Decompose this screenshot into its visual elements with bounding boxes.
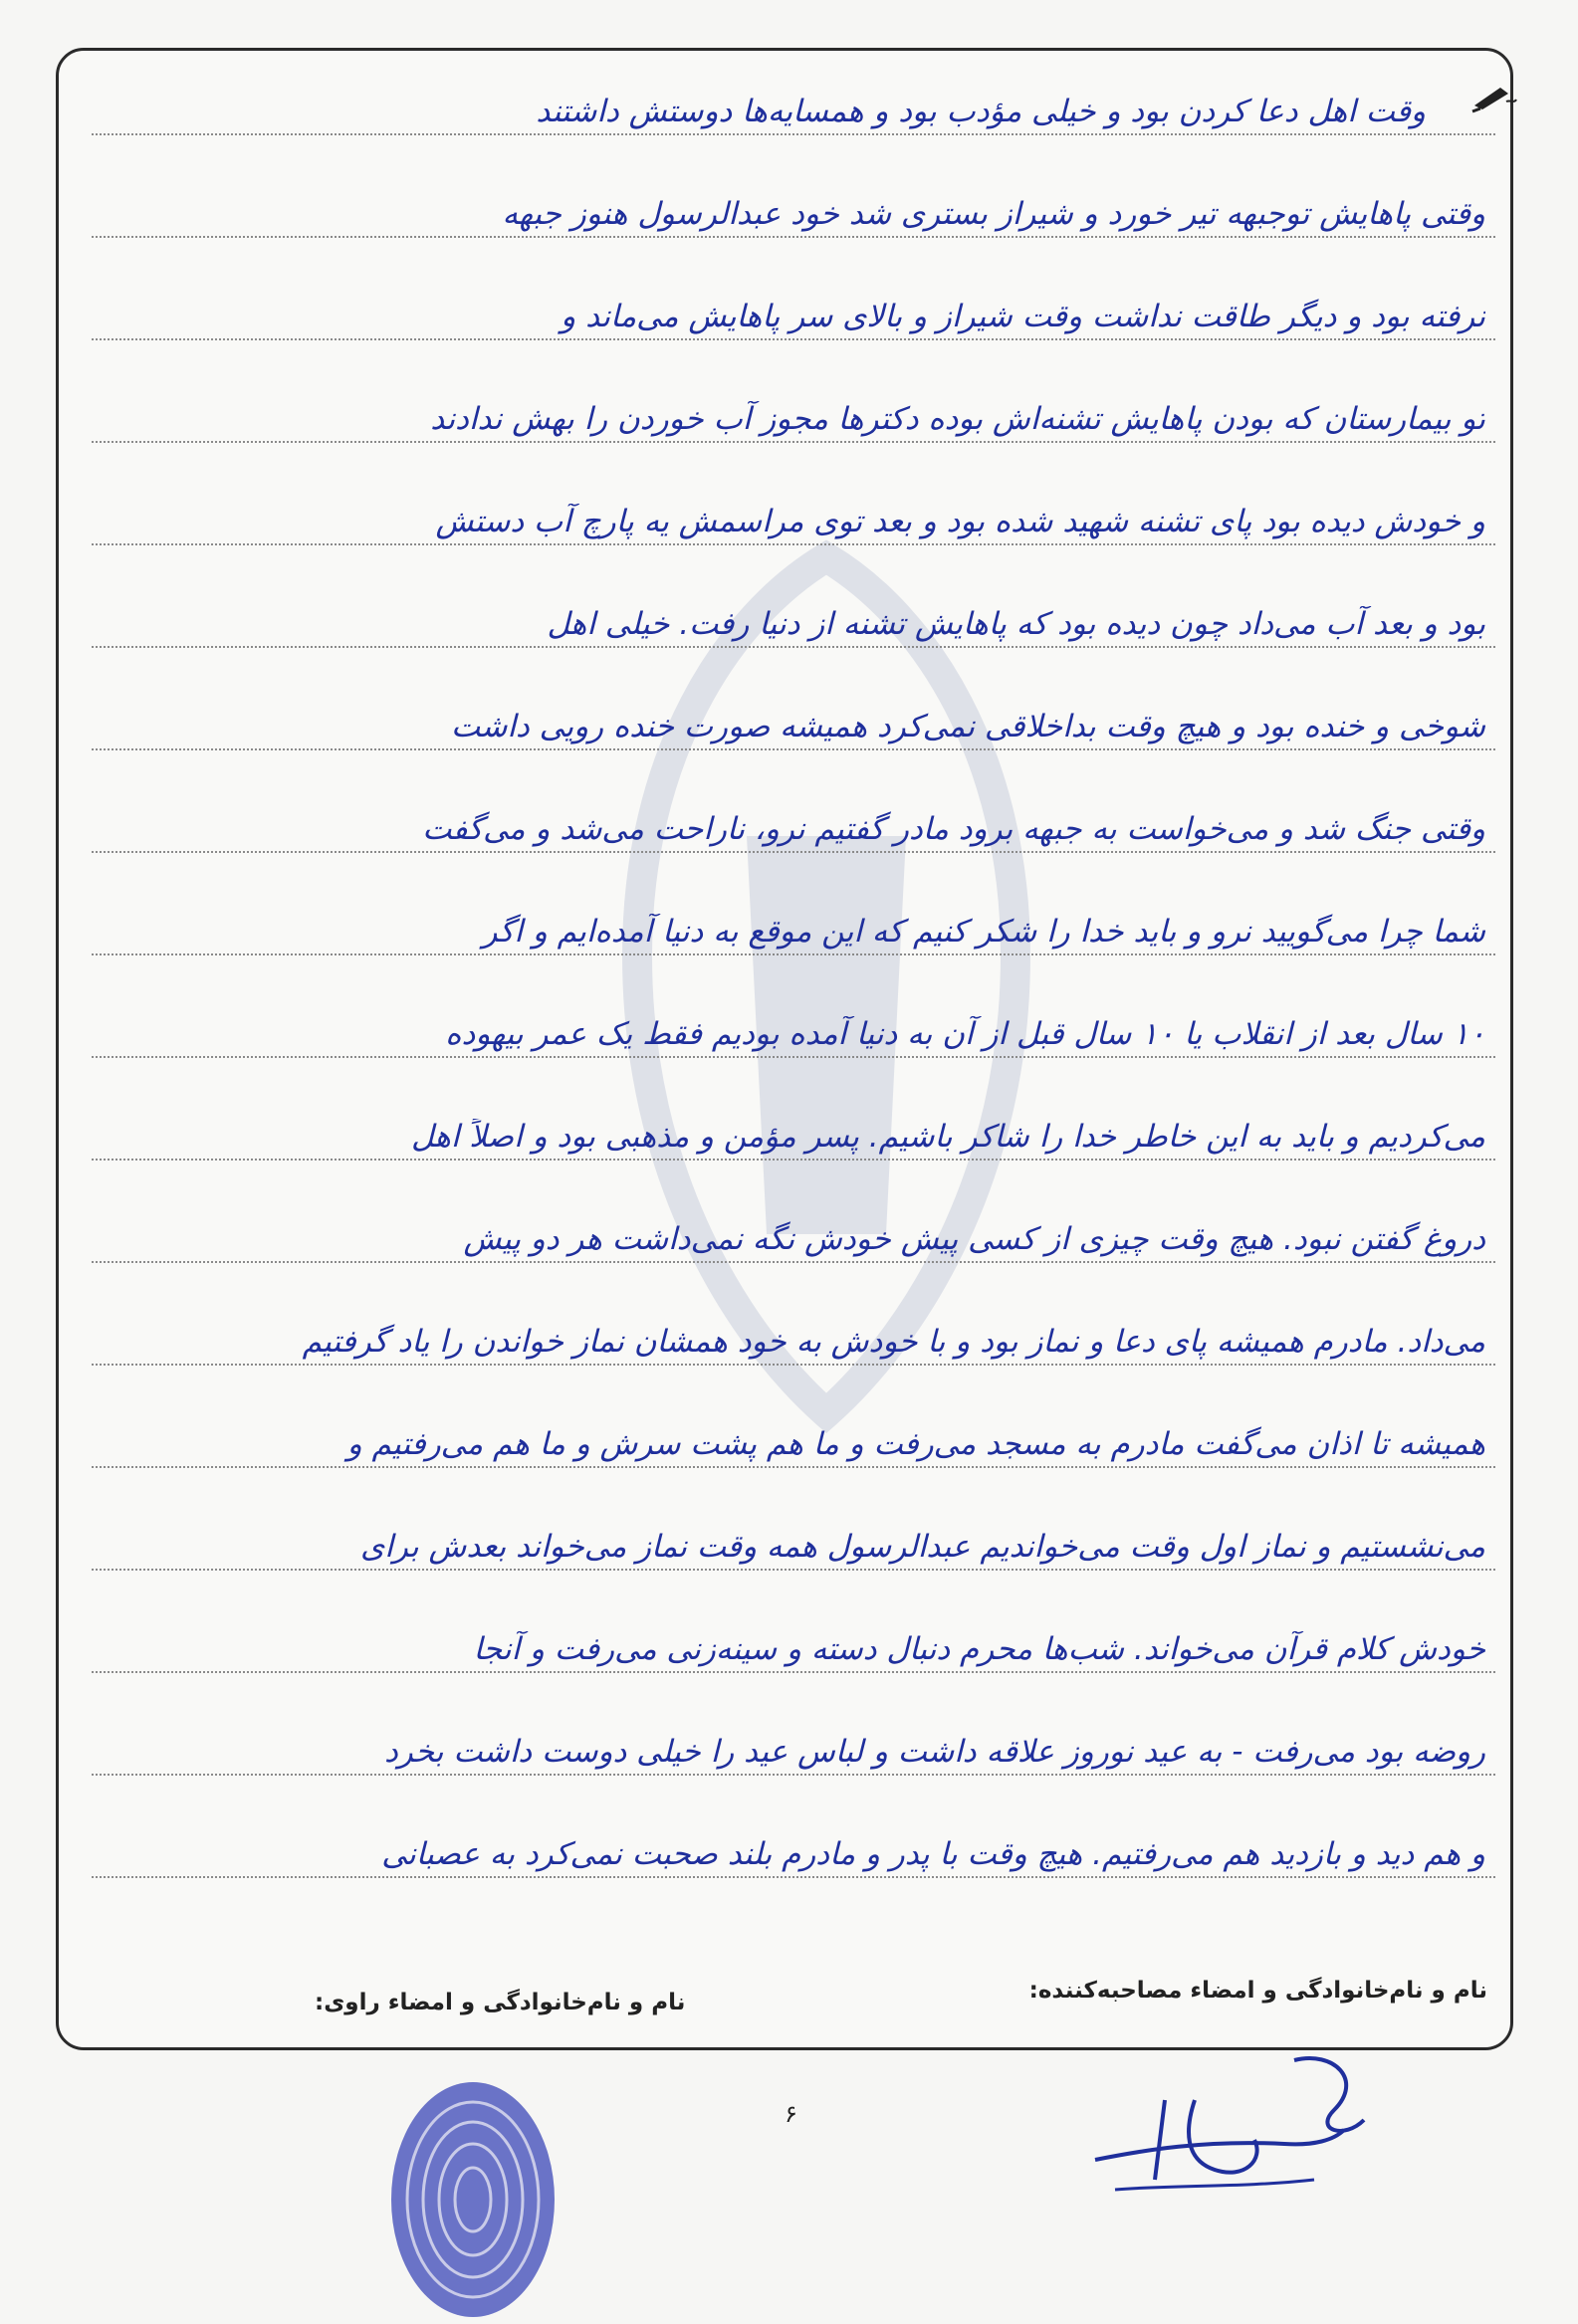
handwritten-line: نرفته بود و دیگر طاقت نداشت وقت شیراز و بالای سر پاهایش می‌ماند و — [561, 299, 1485, 334]
handwritten-line: همیشه تا اذان می‌گفت مادرم به مسجد می‌رفت و ما هم پشت سرش و ما هم می‌رفتیم و — [346, 1426, 1485, 1462]
handwritten-line: شوخی و خنده بود و هیچ وقت بداخلاقی نمی‌کرد همیشه صورت خنده رویی داشت — [451, 709, 1485, 744]
handwritten-line: وقت اهل دعا کردن بود و خیلی مؤدب بود و همسایه‌ها دوستش داشتند — [536, 94, 1426, 129]
rule-line — [92, 236, 1495, 238]
handwritten-line: می‌داد. مادرم همیشه پای دعا و نماز بود و با خودش به خود همشان نماز خواندن را یاد گرفتیم — [302, 1324, 1485, 1360]
rule-line — [92, 646, 1495, 648]
rule-line — [92, 441, 1495, 443]
handwritten-line: و خودش دیده بود پای تشنه شهید شده بود و بعد توی مراسمش یه پارچ آب دستش — [435, 504, 1485, 539]
rule-line — [92, 1261, 1495, 1263]
interviewer-signature-label: نام و نام‌خانوادگی و امضاء مصاحبه‌کننده: — [1028, 1978, 1487, 2004]
rule-line — [92, 1569, 1495, 1571]
handwritten-line: روضه بود می‌رفت - به عید نوروز علاقه داشت و لباس عید را خیلی دوست داشت بخرد — [384, 1734, 1485, 1770]
rule-line — [92, 1466, 1495, 1468]
rule-line — [92, 1774, 1495, 1776]
handwritten-line: شما چرا می‌گویید نرو و باید خدا را شکر کنیم که این موقع به دنیا آمده‌ایم و اگر — [482, 914, 1485, 950]
handwritten-line: وقتی پاهایش توجبهه تیر خورد و شیراز بستری شد خود عبدالرسول هنوز جبهه — [502, 196, 1485, 232]
rule-line — [92, 1056, 1495, 1058]
rule-line — [92, 133, 1495, 135]
narrator-signature-label: نام و نام‌خانوادگی و امضاء راوی: — [315, 1990, 686, 2015]
rule-line — [92, 851, 1495, 853]
pen-writing-icon — [1470, 82, 1518, 113]
rule-line — [92, 1671, 1495, 1673]
handwritten-line: می‌نشستیم و نماز اول وقت می‌خواندیم عبدالرسول همه وقت نماز می‌خواند بعدش برای — [360, 1529, 1485, 1565]
handwritten-line: و هم دید و بازدید هم می‌رفتیم. هیچ وقت با پدر و مادرم بلند صحبت نمی‌کرد به عصبانی — [381, 1836, 1485, 1872]
signature-footer — [56, 1966, 1513, 2025]
handwritten-line: ۱۰ سال بعد از انقلاب یا ۱۰ سال قبل از آن به دنیا آمده بودیم فقط یک عمر بیهوده — [445, 1016, 1485, 1052]
handwritten-line: می‌کردیم و باید به این خاطر خدا را شاکر باشیم. پسر مؤمن و مذهبی بود و اصلاً اهل — [411, 1119, 1485, 1155]
rule-line — [92, 1876, 1495, 1878]
handwritten-line: وقتی جنگ شد و می‌خواست به جبهه برود مادر گفتیم نرو، ناراحت می‌شد و می‌گفت — [422, 811, 1485, 847]
handwritten-line: خودش کلام قرآن می‌خواند. شب‌ها محرم دنبال دسته و سینه‌زنی می‌رفت و آنجا — [473, 1631, 1485, 1667]
rule-line — [92, 1159, 1495, 1161]
handwritten-line: بود و بعد آب می‌داد چون دیده بود که پاهایش تشنه از دنیا رفت. خیلی اهل — [547, 606, 1485, 642]
rule-line — [92, 543, 1495, 545]
rule-line — [92, 748, 1495, 750]
handwritten-line: تو بیمارستان که بودن پاهایش تشنه‌اش بوده دکترها مجوز آب خوردن را بهش ندادند — [430, 401, 1485, 437]
ruled-lines-area — [92, 60, 1495, 1951]
rule-line — [92, 1364, 1495, 1366]
fingerprint — [378, 2075, 567, 2324]
rule-line — [92, 338, 1495, 340]
rule-line — [92, 953, 1495, 955]
signature — [1085, 2040, 1394, 2229]
handwritten-line: دروغ گفتن نبود. هیچ وقت چیزی از کسی پیش خودش نگه نمی‌داشت هر دو پیش — [463, 1221, 1485, 1257]
page-number: ۶ — [785, 2100, 797, 2128]
